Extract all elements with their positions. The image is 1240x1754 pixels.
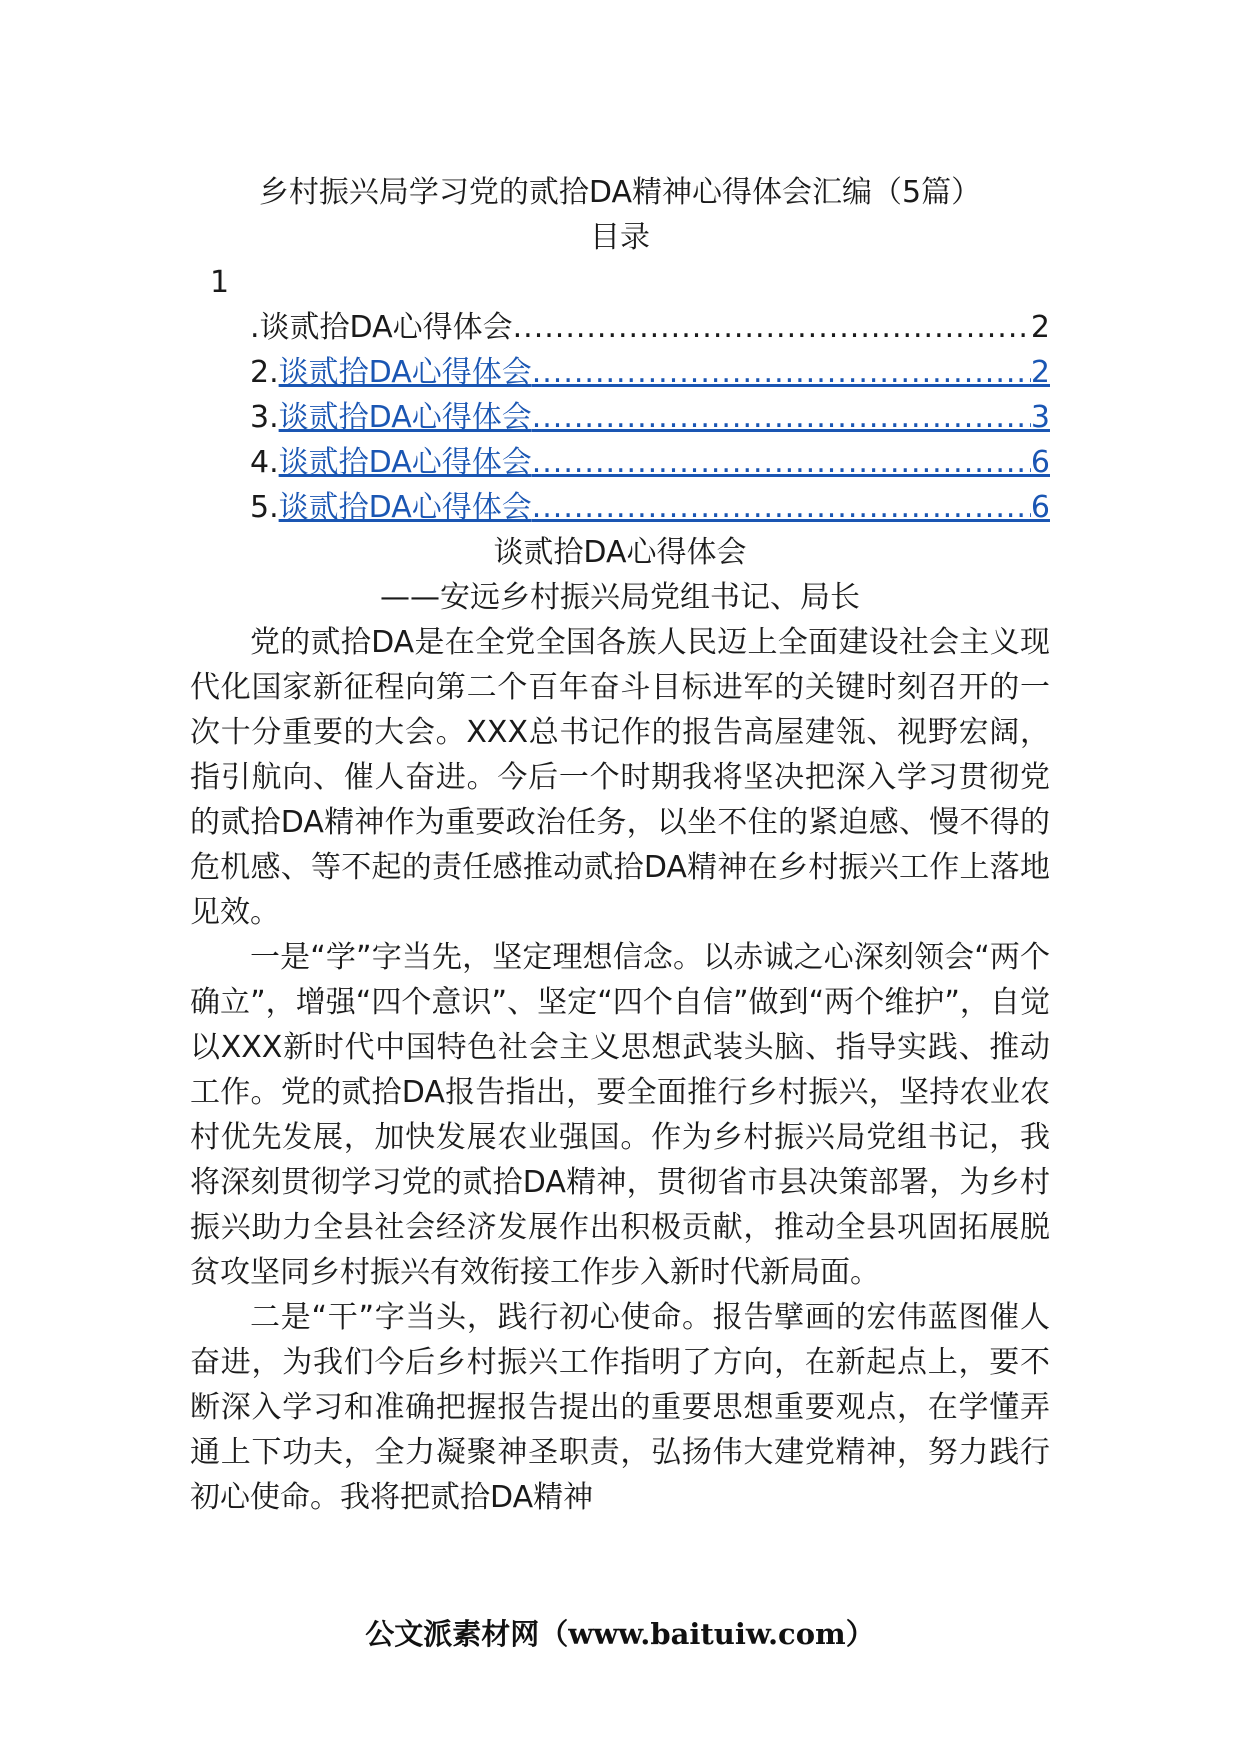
- toc-first-number: 1: [210, 265, 230, 300]
- table-of-contents: [190, 305, 1050, 530]
- toc-item-page: 6: [1030, 445, 1050, 480]
- toc-link[interactable]: [279, 485, 1050, 530]
- toc-item-number: 4.: [250, 445, 279, 480]
- article-paragraph: 党的贰拾DA是在全党全国各族人民迈上全面建设社会主义现代化国家新征程向第二个百年奋斗目标进军的关键时刻召开的一次十分重要的大会。XXX总书记作的报告高屋建瓴、视野宏阔，指引航向、催人奋进。今后一个时期我将坚决把深入学习贯彻党的贰拾DA精神作为重要政治任务，以坐不住的紧迫感、慢不得的危机感、等不起的责任感推动贰拾DA精神在乡村振兴工作上落地见效。: [190, 625, 1050, 930]
- toc-item: [190, 485, 1050, 530]
- toc-entry: [250, 305, 1050, 350]
- toc-item-label: 谈贰拾DA心得体会: [278, 445, 532, 480]
- toc-heading: 目录: [590, 220, 650, 255]
- toc-link[interactable]: [279, 440, 1050, 485]
- article-paragraph: 二是“干”字当头，践行初心使命。报告擘画的宏伟蓝图催人奋进，为我们今后乡村振兴工作指明了方向，在新起点上，要不断深入学习和准确把握报告提出的重要思想重要观点，在学懂弄通上下功夫，全力凝聚神圣职责，弘扬伟大建党精神，努力践行初心使命。我将把贰拾DA精神: [190, 1300, 1050, 1515]
- toc-item-number: 2.: [250, 355, 279, 390]
- toc-item-label: 谈贰拾DA心得体会: [278, 490, 532, 525]
- toc-item: [190, 395, 1050, 440]
- toc-link[interactable]: [279, 350, 1050, 395]
- toc-item-page: 3: [1030, 400, 1050, 435]
- toc-item-label: 谈贰拾DA心得体会: [278, 400, 532, 435]
- toc-item: [190, 350, 1050, 395]
- document-body: [190, 170, 1050, 1520]
- toc-dot-leader: [532, 350, 1031, 395]
- toc-item-page: 2: [1030, 355, 1050, 390]
- toc-link[interactable]: [279, 395, 1050, 440]
- toc-item: [190, 440, 1050, 485]
- toc-item: [190, 305, 1050, 350]
- toc-dot-leader: [532, 485, 1031, 530]
- toc-item-label: 谈贰拾DA心得体会: [278, 355, 532, 390]
- toc-dot-leader: [513, 305, 1031, 350]
- toc-item-page: 6: [1030, 490, 1050, 525]
- article-byline: ——安远乡村振兴局党组书记、局长: [380, 580, 860, 615]
- toc-item-number: 5.: [250, 490, 279, 525]
- toc-item-label: .谈贰拾DA心得体会: [250, 310, 513, 345]
- document-title: 乡村振兴局学习党的贰拾DA精神心得体会汇编（5篇）: [258, 175, 982, 210]
- toc-dot-leader: [532, 395, 1031, 440]
- article-title: 谈贰拾DA心得体会: [493, 535, 747, 570]
- toc-item-page: 2: [1030, 310, 1050, 345]
- watermark-footer: 公文派素材网（www.baituiw.com）: [365, 1617, 875, 1651]
- toc-item-number: 3.: [250, 400, 279, 435]
- article-paragraph: 一是“学”字当先，坚定理想信念。以赤诚之心深刻领会“两个确立”，增强“四个意识”、坚定“四个自信”做到“两个维护”，自觉以XXX新时代中国特色社会主义思想武装头脑、指导实践、推动工作。党的贰拾DA报告指出，要全面推行乡村振兴，坚持农业农村优先发展，加快发展农业强国。作为乡村振兴局党组书记，我将深刻贯彻学习党的贰拾DA精神，贯彻省市县决策部署，为乡村振兴助力全县社会经济发展作出积极贡献，推动全县巩固拓展脱贫攻坚同乡村振兴有效衔接工作步入新时代新局面。: [190, 940, 1050, 1290]
- toc-dot-leader: [532, 440, 1031, 485]
